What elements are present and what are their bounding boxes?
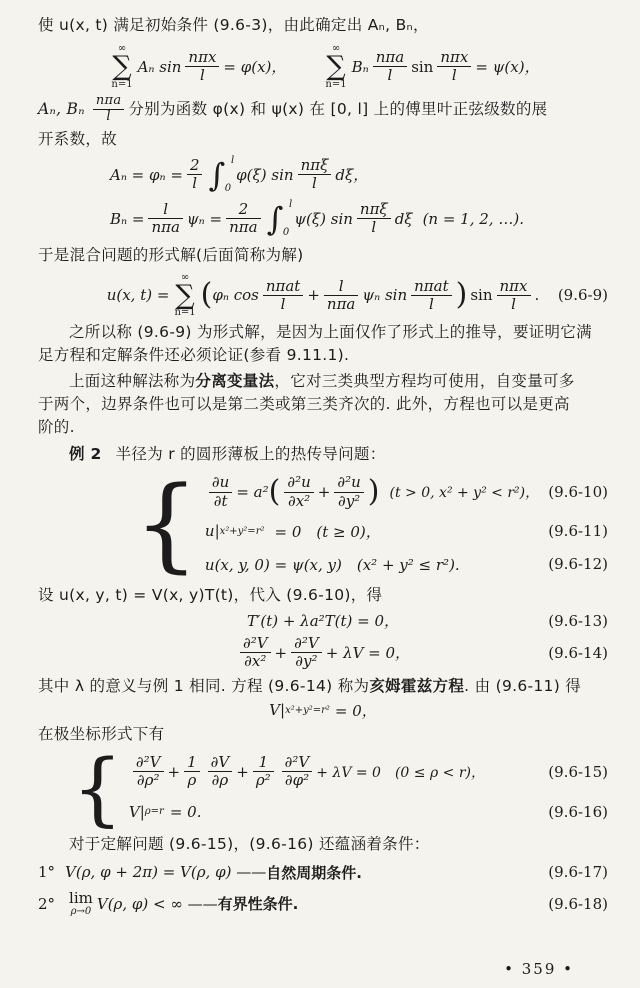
- paragraph-formal-note-1: 之所以称 (9.6-9) 为形式解，是因为上面仅作了形式上的推导，要证明它满: [69, 323, 592, 342]
- frac-numerator: ∂²V: [240, 635, 271, 653]
- paragraph-substitution: 设 u(x, y, t) = V(x, y)T(t)，代入 (9.6-10)，得: [38, 586, 383, 605]
- frac-denominator: ρ²: [255, 771, 271, 790]
- equation-number: (9.6-17): [548, 863, 608, 882]
- paragraph-method-1: [38, 370, 608, 393]
- lim-subscript: ρ→0: [70, 905, 92, 917]
- integral-upper-limit: l: [289, 198, 293, 210]
- sum-lower-limit: n=1: [174, 307, 196, 319]
- left-paren: (: [268, 474, 281, 510]
- paragraph-implied-conditions: 对于定解问题 (9.6-15)，(9.6-16) 还蕴涵着条件：: [69, 834, 430, 853]
- frac-denominator: ∂t: [213, 491, 228, 510]
- frac-numerator: nπat: [411, 278, 452, 296]
- boundary-subscript: ρ=r: [144, 806, 164, 818]
- paragraph-initial-conditions: 使 u(x, t) 满足初始条件 (9.6-3)，由此确定出 Aₙ, Bₙ，: [38, 16, 429, 34]
- boundary-rhs: = 0.: [169, 802, 202, 821]
- frac-denominator: l: [371, 218, 377, 237]
- frac-numerator: nπx: [185, 49, 219, 67]
- frac-numerator: ∂²u: [334, 474, 363, 492]
- fraction: [226, 201, 260, 237]
- equation-9-6-16: [129, 795, 608, 829]
- term-periodicity-condition: 自然周期条件.: [266, 863, 362, 882]
- frac-denominator: ∂x²: [287, 491, 311, 510]
- paragraph-example-2: [38, 443, 608, 466]
- fraction: [334, 474, 363, 510]
- left-brace: {: [134, 465, 199, 585]
- equation-9-6-14: [38, 635, 608, 671]
- fraction: [291, 635, 322, 671]
- frac-denominator: ∂y²: [295, 652, 318, 671]
- integral-lower-limit: 0: [224, 182, 232, 194]
- differential: dξ: [394, 209, 413, 228]
- paragraph-text: ，它对三类典型方程均可使用，自变量可多: [274, 372, 575, 391]
- ode-equation: T′(t) + λa²T(t) = 0，: [246, 612, 400, 631]
- series-rhs: = ψ(x)，: [475, 58, 540, 77]
- sigma-glyph: ∑: [326, 51, 346, 82]
- right-paren: ): [367, 474, 380, 510]
- equation-tail: + λV = 0 (0 ≤ ρ < r)，: [316, 764, 485, 781]
- frac-denominator: l: [106, 108, 111, 124]
- equation-system-heat: [134, 465, 608, 585]
- boundary-lhs: V|: [269, 701, 286, 720]
- equation-number: (9.6-11): [548, 522, 608, 541]
- lim-word: lim: [69, 888, 93, 907]
- integral-upper-limit: l: [230, 154, 235, 166]
- paragraph-method-2: 于两个，边界条件也可以是第二类或第三类齐次的. 此外，方程也可以是更高: [38, 395, 570, 414]
- integral: [267, 200, 293, 238]
- frac-numerator: ∂²u: [284, 474, 313, 492]
- item-number: 2°: [38, 894, 56, 913]
- fraction: [263, 278, 304, 314]
- equation-fourier-series: [38, 44, 608, 90]
- paragraph-polar-form: 在极坐标形式下有: [38, 724, 165, 743]
- paragraph-helmholtz: [38, 675, 608, 698]
- equation-9-6-15: [129, 749, 608, 795]
- sigma-glyph: ∑: [175, 279, 195, 311]
- term-cos: φₙ cos: [212, 286, 259, 305]
- frac-denominator: ρ: [187, 771, 197, 790]
- example-label: 例 2: [69, 445, 102, 464]
- fraction: [497, 278, 531, 314]
- equation-9-6-11: [205, 514, 608, 548]
- fraction: [298, 157, 332, 193]
- frac-numerator: ∂²V: [291, 635, 322, 653]
- equation-9-6-9: [38, 273, 608, 319]
- equation-9-6-12: [205, 548, 608, 580]
- system-rows: [205, 470, 608, 580]
- frac-numerator: nπξ: [357, 201, 391, 219]
- frac-numerator: nπx: [437, 49, 471, 67]
- differential: dξ，: [335, 166, 369, 185]
- fraction: [253, 754, 274, 790]
- boundary-rhs: = 0 (t ≥ 0)，: [274, 522, 381, 541]
- frac-denominator: nπa: [151, 218, 180, 237]
- fraction: [187, 157, 203, 193]
- plus-sign: +: [317, 483, 331, 502]
- integrand: φ(ξ) sin: [236, 165, 294, 184]
- frac-denominator: l: [312, 174, 317, 193]
- plus-sign: +: [236, 762, 249, 781]
- equation-number: (9.6-14): [548, 643, 608, 662]
- frac-numerator: 1: [253, 754, 274, 772]
- frac-denominator: nπa: [326, 294, 356, 313]
- paragraph-method-3: 阶的.: [38, 418, 75, 437]
- plus-sign: +: [274, 643, 288, 662]
- equals-coefficient: = a²: [236, 483, 269, 502]
- series-rhs: = φ(x)，: [223, 58, 287, 77]
- limit-operator: [69, 888, 93, 917]
- frac-denominator: l: [280, 294, 286, 313]
- boundary-rhs: = 0，: [334, 701, 377, 720]
- index-range: (n = 1, 2, …).: [422, 209, 524, 228]
- fraction: [148, 201, 182, 237]
- equation-lhs: Bₙ =: [110, 209, 145, 228]
- equation-number: (9.6-9): [557, 286, 608, 305]
- fraction: [184, 754, 200, 790]
- paragraph-formal-solution: 于是混合问题的形式解(后面简称为解): [38, 245, 304, 264]
- frac-numerator: nπx: [497, 278, 531, 296]
- frac-numerator: nπa: [373, 49, 407, 67]
- frac-denominator: nπa: [229, 218, 258, 237]
- fraction: [324, 278, 358, 314]
- term-helmholtz-equation: 亥姆霍兹方程: [369, 676, 465, 695]
- equation-9-6-13: [38, 610, 608, 631]
- integral: [208, 156, 234, 194]
- periodicity-equation: V(ρ, φ + 2π) = V(ρ, φ) ——: [65, 863, 267, 882]
- left-brace: {: [72, 741, 123, 835]
- fraction: [208, 754, 233, 790]
- equation-9-6-10: [205, 470, 608, 514]
- frac-numerator: l: [148, 201, 182, 219]
- integrand: ψ(ξ) sin: [294, 209, 353, 228]
- paragraph-text: 上面这种解法称为: [69, 372, 196, 391]
- boundary-subscript: x²+y²=r²: [285, 704, 330, 716]
- series-coefficient: Bₙ: [351, 57, 369, 76]
- fraction: [133, 754, 164, 790]
- frac-numerator: nπat: [263, 278, 304, 296]
- fraction: [284, 474, 313, 510]
- fraction: [93, 94, 125, 125]
- item-number: 1°: [38, 863, 56, 882]
- paragraph-text: 分别为函数 φ(x) 和 ψ(x) 在 [0, l] 上的傅里叶正弦级数的展: [128, 99, 548, 118]
- frac-denominator: ∂ρ: [211, 771, 229, 790]
- sum-upper-limit: ∞: [331, 43, 341, 54]
- left-paren: (: [200, 277, 213, 313]
- frac-denominator: ∂x²: [244, 652, 267, 671]
- frac-numerator: nπa: [93, 94, 125, 110]
- sum-upper-limit: ∞: [180, 271, 190, 283]
- frac-denominator: l: [192, 174, 198, 193]
- frac-numerator: 2: [226, 201, 260, 219]
- equation-number: (9.6-10): [548, 483, 608, 502]
- equation-mid: ψₙ =: [186, 209, 223, 228]
- frac-denominator: l: [387, 66, 393, 85]
- integral-glyph: ∫: [208, 155, 226, 194]
- term-separation-of-variables: 分离变量法: [195, 372, 275, 391]
- paragraph-coefficients: [38, 94, 608, 125]
- system-rows: [129, 749, 608, 829]
- equation-9-6-18: [38, 888, 608, 917]
- sin-function: sin: [411, 57, 434, 76]
- boundary-lhs: u|: [204, 522, 220, 541]
- frac-denominator: l: [428, 294, 434, 313]
- fraction: [437, 49, 471, 85]
- equation-number: (9.6-13): [548, 611, 608, 630]
- frac-denominator: l: [451, 66, 457, 85]
- term-boundedness-condition: 有界性条件.: [217, 895, 299, 914]
- inline-math: Aₙ, Bₙ: [38, 99, 85, 118]
- initial-condition: u(x, y, 0) = ψ(x, y) (x² + y² ≤ r²).: [204, 555, 460, 574]
- frac-denominator: ∂y²: [337, 491, 361, 510]
- frac-numerator: l: [324, 278, 358, 296]
- fraction: [209, 474, 232, 510]
- series-coefficient: Aₙ sin: [137, 57, 182, 76]
- fraction: [185, 49, 219, 85]
- domain-condition: (t > 0, x² + y² < r²)，: [389, 485, 540, 502]
- frac-numerator: ∂V: [208, 754, 233, 772]
- fraction: [282, 754, 313, 790]
- fraction: [357, 201, 391, 237]
- summation-symbol: [325, 44, 346, 90]
- frac-denominator: l: [200, 66, 205, 85]
- frac-numerator: ∂²V: [282, 754, 313, 772]
- fraction: [411, 278, 452, 314]
- frac-numerator: nπξ: [298, 157, 332, 175]
- equation-number: (9.6-16): [548, 802, 608, 821]
- equation-number: (9.6-15): [548, 762, 608, 781]
- frac-denominator: ∂φ²: [284, 771, 310, 790]
- frac-denominator: l: [511, 294, 516, 313]
- paragraph-text: 其中 λ 的意义与例 1 相同. 方程 (9.6-14) 称为: [38, 676, 370, 695]
- period: .: [534, 286, 540, 305]
- frac-numerator: ∂u: [209, 474, 232, 492]
- frac-denominator: ∂ρ²: [136, 771, 160, 790]
- fraction: [240, 635, 271, 671]
- fraction: [373, 49, 407, 85]
- paragraph-text: . 由 (9.6-11) 得: [464, 676, 582, 695]
- plus-sign: +: [307, 286, 320, 305]
- summation-symbol: [111, 44, 132, 90]
- plus-sign: +: [167, 762, 181, 781]
- equation-v-boundary: [38, 700, 608, 721]
- term-sin: ψₙ sin: [362, 286, 408, 305]
- equation-tail: + λV = 0，: [325, 644, 411, 663]
- equation-system-polar: [72, 741, 608, 835]
- integral-glyph: ∫: [266, 199, 284, 238]
- sum-lower-limit: n=1: [325, 78, 347, 90]
- equation-bn: [110, 200, 608, 238]
- boundedness-equation: V(ρ, φ) < ∞ ——: [96, 894, 218, 913]
- sum-upper-limit: ∞: [117, 43, 127, 54]
- paragraph-coefficients-cont: 开系数，故: [38, 129, 118, 148]
- summation-symbol: [174, 273, 195, 319]
- frac-numerator: ∂²V: [133, 754, 164, 772]
- boundary-lhs: V|: [128, 802, 145, 821]
- sin-function: sin: [470, 286, 493, 305]
- equation-9-6-17: [38, 862, 608, 883]
- equation-lhs: Aₙ = φₙ =: [110, 165, 183, 184]
- frac-numerator: 1: [184, 754, 200, 772]
- example-statement: 半径为 r 的圆形薄板上的热传导问题：: [115, 445, 386, 464]
- integral-lower-limit: 0: [282, 226, 290, 238]
- equation-an: [110, 156, 608, 194]
- boundary-subscript: x²+y²=r²: [219, 525, 265, 537]
- sum-lower-limit: n=1: [111, 78, 133, 90]
- paragraph-formal-note-2: 足方程和定解条件还必须论证(参看 9.11.1).: [38, 346, 350, 365]
- frac-numerator: 2: [187, 157, 203, 175]
- page-number: • 359 •: [504, 960, 574, 978]
- equation-lhs: u(x, t) =: [106, 286, 170, 305]
- equation-number: (9.6-12): [548, 555, 608, 574]
- sigma-glyph: ∑: [112, 51, 132, 82]
- right-paren: ): [455, 277, 468, 313]
- equation-number: (9.6-18): [548, 894, 608, 913]
